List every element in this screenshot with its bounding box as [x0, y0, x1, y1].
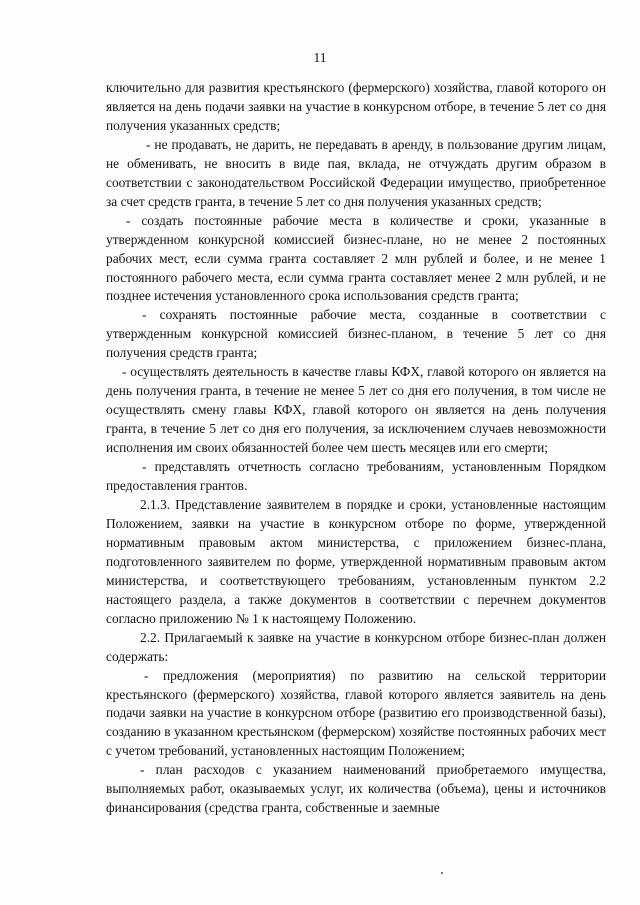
paragraph-reporting: - представлять отчетность согласно требованиям, установленным Порядком предоставления грантов.	[106, 459, 606, 494]
paragraph-expense-plan: - план расходов с указанием наименований приобретаемого имущества, выполняемых работ, оказываемых услуг, их количества (объема), цены и источников финансирования (средства гранта, собственные и заемные	[106, 762, 606, 816]
paragraph-keep-jobs: - сохранять постоянные рабочие места, созданные в соответствии с утвержденным конкурсной комиссией бизнес-планом, в течение 5 лет со дня получения средств гранта;	[106, 307, 606, 361]
paragraph-2-1-3: 2.1.3. Представление заявителем в порядке и сроки, установленные настоящим Положением, заявки на участие в конкурсном отборе по форме, утвержденной нормативным правовым актом министерства, с приложением бизнес-плана, подготовленного заявителем по форме, утвержденной нормативным правовым актом министерства, и соответствующего требованиям, установленным пунктом 2.2 настоящего раздела, а также документов в соответствии с перечнем документов согласно приложению № 1 к настоящему Положению.	[106, 496, 606, 626]
body-text	[106, 79, 606, 818]
paragraph-create-jobs: - создать постоянные рабочие места в количестве и сроки, указанные в утвержденном конкурсной комиссией бизнес-плане, но не менее 2 постоянных рабочих мест, если сумма гранта составляет 2 млн рублей и более, и не менее 1 постоянного рабочего места, если сумма гранта составляет менее 2 млн рублей, и не позднее истечения установленного срока использования средств гранта;	[106, 212, 606, 304]
page-number: 11	[313, 50, 327, 65]
paragraph-continuation: ключительно для развития крестьянского (фермерского) хозяйства, главой которого он является на день подачи заявки на участие в конкурсном отборе, в течение 5 лет со дня получения указанных средств;	[106, 80, 606, 133]
paragraph-no-sale-obligation: - не продавать, не дарить, не передавать в аренду, в пользование другим лицам, не обменивать, не вносить в виде пая, вклада, не отчуждать другим образом в соответствии с законодательством Российской Федерации имущество, приобретенное за счет средств гранта, в течение 5 лет со дня получения указанных средств;	[106, 136, 606, 209]
paragraph-proposals: - предложения (мероприятия) по развитию на сельской территории крестьянского (фермерского) хозяйства, главой которого является заявитель на день подачи заявки на участие в конкурсном отборе (развитию его производственной базы), созданию в указанном крестьянском (фермерском) хозяйстве постоянных рабочих мест с учетом требований, установленных настоящим Положением;	[106, 667, 606, 759]
scan-speck	[441, 872, 443, 874]
paragraph-kfh-head: - осуществлять деятельность в качестве главы КФХ, главой которого он является на день получения гранта, в течение не менее 5 лет со дня его получения, в том числе не осуществлять смену главы КФХ, главой которого он является на день получения гранта, в течение 5 лет со дня его получения, за исключением случаев невозможности исполнения им своих обязанностей более чем шесть месяцев или его смерти;	[106, 364, 606, 456]
paragraph-2-2: 2.2. Прилагаемый к заявке на участие в конкурсном отборе бизнес-план должен содержать:	[106, 629, 606, 664]
